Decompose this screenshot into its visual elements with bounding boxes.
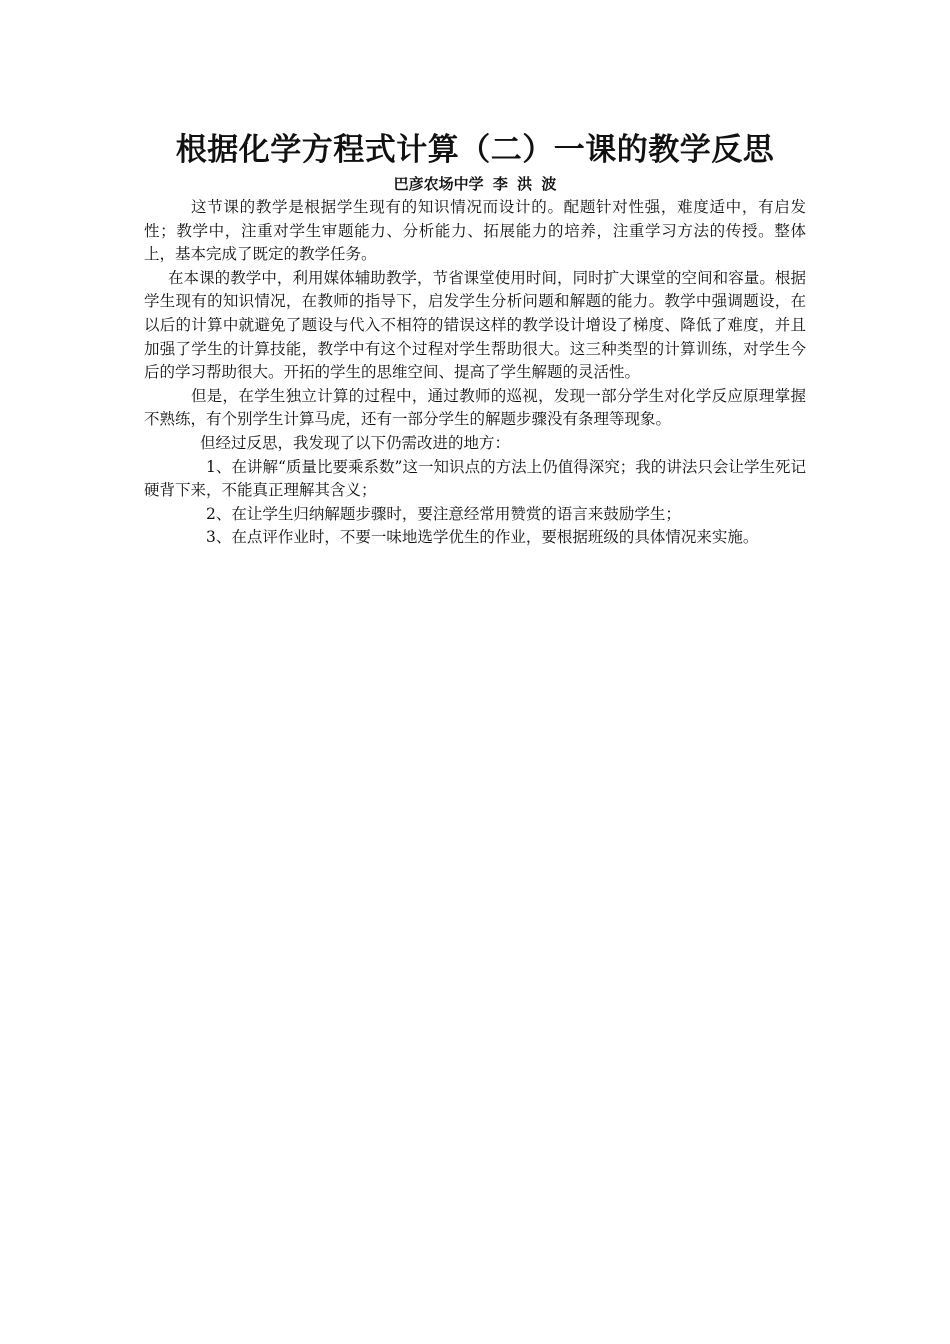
paragraph-media: 在本课的教学中，利用媒体辅助教学，节省课堂使用时间，同时扩大课堂的空间和容量。根据学生现有的知识情况，在教师的指导下，启发学生分析问题和解题的能力。教学中强调题设，在以后的计算中就避免了题设与代入不相符的错误这样的教学设计增设了梯度、降低了难度，并且加强了学生的计算技能，教学中有这个过程对学生帮助很大。这三种类型的计算训练，对学生今后的学习帮助很大。开拓的学生的思维空间、提高了学生解题的灵活性。	[144, 268, 806, 382]
paragraph-reflection: 但经过反思，我发现了以下仍需改进的地方：	[200, 433, 511, 452]
list-item-improvement-3: 3、在点评作业时，不要一味地选学优生的作业，要根据班级的具体情况来实施。	[206, 528, 759, 547]
paragraph-problems: 但是，在学生独立计算的过程中，通过教师的巡视，发现一部分学生对化学反应原理掌握不熟练，有个别学生计算马虎，还有一部分学生的解题步骤没有条理等现象。	[144, 386, 806, 429]
document-page	[144, 128, 806, 550]
paragraph-intro: 这节课的教学是根据学生现有的知识情况而设计的。配题针对性强，难度适中，有启发性；教学中，注重对学生审题能力、分析能力、拓展能力的培养，注重学习方法的传授。整体上，基本完成了既定的教学任务。	[144, 198, 806, 264]
author-line: 巴彦农场中学 李 洪 波	[393, 175, 557, 193]
document-title: 根据化学方程式计算（二）一课的教学反思	[175, 132, 775, 168]
list-item-improvement-2: 2、在让学生归纳解题步骤时，要注意经常用赞赏的语言来鼓励学生；	[206, 504, 681, 523]
list-item-improvement-1: 1、在讲解“质量比要乘系数”这一知识点的方法上仍值得深究；我的讲法只会让学生死记硬背下来，不能真正理解其含义；	[144, 457, 806, 500]
